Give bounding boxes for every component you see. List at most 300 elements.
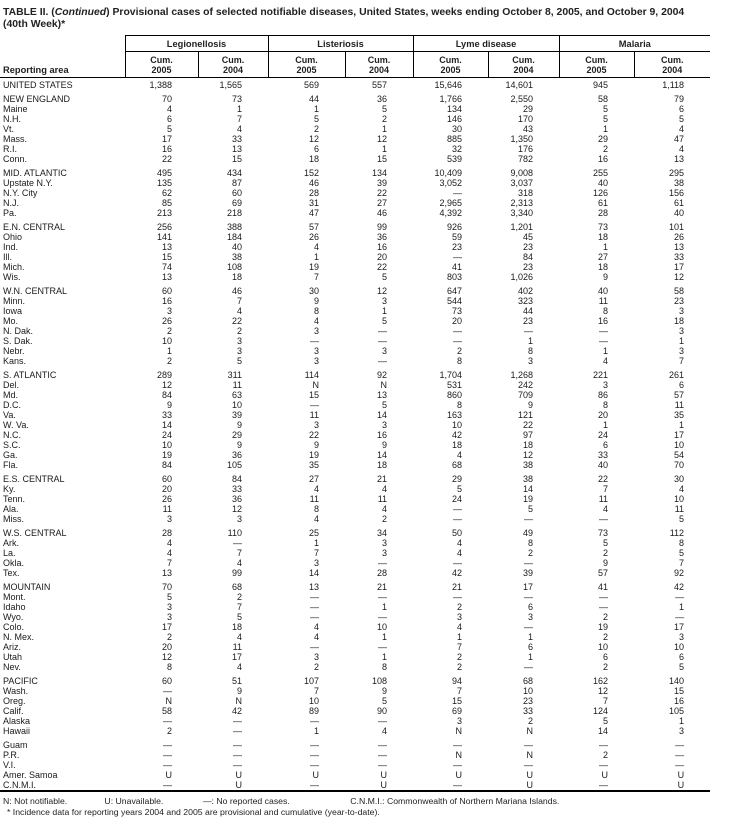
value-cell: 63 (232, 390, 243, 400)
value-cell: 9 (237, 420, 243, 430)
value-cell: 3 (679, 326, 685, 336)
value-cell: 4 (457, 450, 463, 460)
value-cell: 4 (382, 726, 388, 736)
value-cell: U (165, 770, 172, 780)
value-cell: 17 (232, 652, 243, 662)
reporting-area-cell: S.C. (3, 440, 21, 450)
value-cell: — (524, 514, 534, 524)
value-cell: 73 (452, 306, 463, 316)
value-cell: — (599, 760, 609, 770)
value-cell: — (453, 780, 463, 790)
value-cell: 1,350 (510, 134, 534, 144)
value-cell: — (163, 780, 172, 790)
value-cell: 12 (523, 450, 534, 460)
value-cell: 12 (161, 652, 172, 662)
value-cell: 38 (674, 178, 685, 188)
value-cell: 2 (528, 548, 534, 558)
value-cell: 21 (452, 582, 463, 592)
value-cell: U (601, 770, 609, 780)
cum-label: Cum. (221, 55, 245, 65)
value-cell: 7 (314, 272, 320, 282)
corner-cell (0, 36, 125, 52)
value-cell: 84 (523, 252, 534, 262)
value-cell: 221 (593, 370, 609, 380)
value-cell: 46 (377, 208, 388, 218)
value-cell: 3 (679, 726, 685, 736)
value-cell: 34 (377, 528, 388, 538)
value-cell: 32 (452, 144, 463, 154)
value-cell: 4 (457, 548, 463, 558)
value-cell: 5 (166, 124, 172, 134)
reporting-area-cell: Va. (3, 410, 16, 420)
reporting-area-cell: Tex. (3, 568, 20, 578)
reporting-area-cell: Mont. (3, 592, 26, 602)
value-cell: 12 (377, 286, 388, 296)
value-cell: 4 (237, 662, 243, 672)
reporting-area-cell: D.C. (3, 400, 21, 410)
value-cell: 7 (457, 686, 463, 696)
value-cell: 84 (161, 460, 172, 470)
value-cell: 176 (518, 144, 534, 154)
value-cell: — (310, 612, 320, 622)
value-cell: — (453, 252, 463, 262)
cum-label: Cum. (439, 55, 462, 65)
value-cell: 22 (377, 188, 388, 198)
legend-no-reported-cases: —: No reported cases. (202, 796, 290, 806)
value-cell: 40 (598, 286, 609, 296)
value-cell: 26 (161, 316, 172, 326)
table-row (0, 524, 710, 538)
table-row (0, 208, 710, 218)
value-cell: 12 (674, 272, 685, 282)
value-cell: 17 (161, 134, 172, 144)
reporting-area-cell: Conn. (3, 154, 28, 164)
value-cell: 5 (382, 272, 388, 282)
value-cell: N (165, 696, 172, 706)
value-cell: 41 (598, 582, 609, 592)
value-cell: 242 (518, 380, 534, 390)
value-cell: N (455, 750, 463, 760)
value-cell: 4 (237, 632, 243, 642)
value-cell: N (455, 726, 463, 736)
table-row (0, 242, 710, 252)
value-cell: 1,201 (510, 222, 534, 232)
value-cell: 3 (382, 548, 388, 558)
value-cell: 16 (598, 316, 609, 326)
value-cell: 1 (314, 726, 320, 736)
value-cell: 3 (314, 326, 320, 336)
value-cell: N (235, 696, 243, 706)
value-cell: 18 (598, 262, 609, 272)
value-cell: 11 (309, 494, 320, 504)
table-row (0, 232, 710, 242)
reporting-area-cell: Del. (3, 380, 20, 390)
value-cell: 5 (603, 538, 609, 548)
value-cell: 124 (593, 706, 609, 716)
value-cell: 295 (669, 168, 685, 178)
value-cell: 11 (162, 504, 172, 514)
value-cell: 14 (377, 410, 388, 420)
value-cell: 3 (314, 356, 320, 366)
value-cell: — (378, 760, 388, 770)
year-label: 2005 (586, 65, 607, 75)
value-cell: 1 (679, 602, 685, 612)
value-cell: — (599, 740, 609, 750)
group-header-malaria: Malaria (559, 36, 710, 52)
value-cell: 3 (382, 538, 388, 548)
value-cell: 27 (377, 198, 388, 208)
value-cell: N (380, 380, 388, 390)
value-cell: — (378, 740, 388, 750)
value-cell: 495 (156, 168, 172, 178)
value-cell: 163 (447, 410, 463, 420)
value-cell: 70 (161, 94, 172, 104)
value-cell: 3 (679, 346, 685, 356)
reporting-area-cell: Mich. (3, 262, 25, 272)
value-cell: 4 (457, 538, 463, 548)
value-cell: 73 (598, 222, 609, 232)
value-cell: 2 (603, 750, 609, 760)
value-cell: — (233, 760, 243, 770)
value-cell: — (378, 612, 388, 622)
value-cell: 261 (669, 370, 685, 380)
value-cell: 3 (382, 420, 388, 430)
value-cell: 2 (382, 114, 388, 124)
value-cell: 35 (309, 460, 320, 470)
value-cell: 3 (314, 420, 320, 430)
value-cell: 8 (528, 346, 534, 356)
table-row (0, 662, 710, 672)
value-cell: 26 (161, 494, 172, 504)
table-row (0, 726, 710, 736)
value-cell: 19 (161, 450, 172, 460)
value-cell: 647 (447, 286, 463, 296)
value-cell: — (524, 326, 534, 336)
value-cell: 18 (523, 440, 534, 450)
value-cell: — (524, 558, 534, 568)
table-row (0, 632, 710, 642)
value-cell: 170 (518, 114, 534, 124)
table-row (0, 114, 710, 124)
value-cell: 6 (166, 114, 172, 124)
column-header-cum-2005 (268, 52, 345, 78)
value-cell: 33 (598, 450, 609, 460)
value-cell: 2 (166, 726, 172, 736)
value-cell: 47 (674, 134, 685, 144)
value-cell: 23 (674, 296, 685, 306)
value-cell: — (310, 592, 320, 602)
value-cell: — (453, 592, 463, 602)
value-cell: 5 (166, 592, 172, 602)
value-cell: 23 (523, 696, 534, 706)
value-cell: 18 (377, 460, 388, 470)
value-cell: 402 (518, 286, 534, 296)
value-cell: 73 (598, 528, 609, 538)
value-cell: 318 (518, 188, 534, 198)
sub-header-row (0, 52, 710, 78)
value-cell: — (163, 686, 172, 696)
value-cell: 10 (674, 642, 685, 652)
value-cell: 1,766 (439, 94, 463, 104)
value-cell: 92 (674, 568, 685, 578)
value-cell: 9 (528, 400, 534, 410)
value-cell: 11 (598, 494, 609, 504)
value-cell: 2 (457, 662, 463, 672)
value-cell: 58 (161, 706, 172, 716)
table-row (0, 642, 710, 652)
value-cell: 13 (161, 568, 172, 578)
value-cell: 47 (309, 208, 320, 218)
value-cell: 1 (237, 104, 243, 114)
value-cell: 4 (679, 144, 685, 154)
reporting-area-header: Reporting area (0, 52, 125, 78)
value-cell: 30 (674, 474, 685, 484)
value-cell: 3 (166, 306, 172, 316)
group-header-row (0, 36, 710, 52)
table-row (0, 716, 710, 726)
value-cell: — (310, 716, 320, 726)
reporting-area-cell: Pa. (3, 208, 17, 218)
table-row (0, 602, 710, 612)
value-cell: 16 (598, 154, 609, 164)
cum-label: Cum. (661, 55, 684, 65)
value-cell: 42 (232, 706, 243, 716)
value-cell: 11 (232, 642, 243, 652)
value-cell: 69 (232, 198, 243, 208)
value-cell: 1 (679, 716, 685, 726)
value-cell: 90 (377, 706, 388, 716)
value-cell: 569 (303, 80, 320, 90)
value-cell: 134 (372, 168, 388, 178)
value-cell: 388 (226, 222, 243, 232)
reporting-area-cell: Ohio (3, 232, 23, 242)
value-cell: 9 (314, 296, 320, 306)
value-cell: 74 (161, 262, 172, 272)
value-cell: 885 (447, 134, 463, 144)
value-cell: 84 (161, 390, 172, 400)
value-cell: 94 (452, 676, 463, 686)
table-row (0, 252, 710, 262)
value-cell: 1 (314, 104, 320, 114)
reporting-area-cell: Nebr. (3, 346, 25, 356)
value-cell: — (453, 514, 463, 524)
column-header-cum-2004 (634, 52, 710, 78)
value-cell: 1 (679, 336, 685, 346)
table-row (0, 672, 710, 686)
reporting-area-cell: Vt. (3, 124, 15, 134)
value-cell: 8 (457, 356, 463, 366)
value-cell: 11 (232, 380, 243, 390)
value-cell: 16 (377, 430, 388, 440)
value-cell: 121 (518, 410, 534, 420)
table-row (0, 90, 710, 104)
column-header-cum-2005 (413, 52, 488, 78)
value-cell: 12 (377, 134, 388, 144)
value-cell: 20 (377, 252, 388, 262)
value-cell: 10 (377, 622, 388, 632)
value-cell: 22 (232, 316, 243, 326)
value-cell: 57 (674, 390, 685, 400)
value-cell: U (235, 770, 243, 780)
reporting-area-cell: Amer. Samoa (3, 770, 58, 780)
value-cell: 9 (166, 400, 172, 410)
value-cell: 19 (309, 450, 320, 460)
value-cell: 1 (166, 346, 172, 356)
value-cell: 5 (382, 316, 388, 326)
value-cell: 13 (377, 390, 388, 400)
value-cell: 14 (598, 726, 609, 736)
value-cell: 42 (452, 430, 463, 440)
value-cell: 6 (603, 440, 609, 450)
value-cell: 7 (314, 548, 320, 558)
value-cell: 4 (166, 104, 172, 114)
reporting-area-cell: P.R. (3, 750, 20, 760)
value-cell: — (524, 740, 534, 750)
table-row (0, 218, 710, 232)
value-cell: 38 (523, 474, 534, 484)
value-cell: 5 (382, 104, 388, 114)
value-cell: 108 (226, 262, 243, 272)
reporting-area-cell: Wash. (3, 686, 29, 696)
reporting-area-cell: Maine (3, 104, 28, 114)
value-cell: 289 (156, 370, 172, 380)
value-cell: — (233, 750, 243, 760)
table-row (0, 410, 710, 420)
value-cell: 36 (377, 232, 388, 242)
value-cell: 28 (161, 528, 172, 538)
table-row (0, 440, 710, 450)
table-row (0, 390, 710, 400)
reporting-area-cell: E.S. CENTRAL (3, 474, 65, 484)
value-cell: 8 (382, 662, 388, 672)
reporting-area-cell: E.N. CENTRAL (3, 222, 66, 232)
value-cell: 9 (237, 686, 243, 696)
value-cell: 9 (603, 272, 609, 282)
value-cell: 19 (598, 622, 609, 632)
reporting-area-cell: N.J. (3, 198, 20, 208)
value-cell: 38 (523, 460, 534, 470)
value-cell: 1 (528, 336, 534, 346)
value-cell: 16 (161, 296, 172, 306)
value-cell: 17 (674, 430, 685, 440)
table-row (0, 306, 710, 316)
notifiable-diseases-table (0, 35, 710, 792)
value-cell: 2 (237, 326, 243, 336)
value-cell: 10 (598, 642, 609, 652)
value-cell: 17 (161, 622, 172, 632)
value-cell: 40 (232, 242, 243, 252)
year-label: 2005 (151, 65, 172, 75)
table-row (0, 104, 710, 114)
value-cell: 1 (382, 306, 388, 316)
value-cell: 29 (598, 134, 609, 144)
value-cell: 1 (382, 144, 388, 154)
value-cell: 39 (232, 410, 243, 420)
value-cell: 9 (314, 440, 320, 450)
value-cell: 3,340 (510, 208, 534, 218)
value-cell: — (233, 716, 243, 726)
reporting-area-cell: N.Y. City (3, 188, 38, 198)
reporting-area-cell: Guam (3, 740, 28, 750)
value-cell: 2 (457, 652, 463, 662)
reporting-area-cell: La. (3, 548, 16, 558)
value-cell: — (524, 760, 534, 770)
value-cell: 26 (309, 232, 320, 242)
value-cell: — (453, 504, 463, 514)
value-cell: — (163, 750, 172, 760)
value-cell: 14 (161, 420, 172, 430)
value-cell: 13 (161, 272, 172, 282)
value-cell: U (312, 770, 320, 780)
value-cell: 1 (528, 652, 534, 662)
value-cell: 5 (382, 400, 388, 410)
reporting-area-cell: S. ATLANTIC (3, 370, 57, 380)
value-cell: 1 (382, 124, 388, 134)
value-cell: 18 (309, 154, 320, 164)
table-row (0, 356, 710, 366)
value-cell: 4 (603, 356, 609, 366)
value-cell: 16 (161, 144, 172, 154)
value-cell: 15 (674, 686, 685, 696)
year-label: 2004 (222, 65, 244, 75)
value-cell: 1 (528, 632, 534, 642)
reporting-area-cell: Ga. (3, 450, 18, 460)
value-cell: 69 (452, 706, 463, 716)
value-cell: 11 (377, 494, 388, 504)
value-cell: 33 (232, 484, 243, 494)
value-cell: 21 (377, 582, 388, 592)
table-row (0, 178, 710, 188)
value-cell: 803 (447, 272, 463, 282)
value-cell: 2 (603, 632, 609, 642)
value-cell: 6 (679, 380, 685, 390)
value-cell: 10 (309, 696, 320, 706)
value-cell: 2 (457, 346, 463, 356)
value-cell: 49 (523, 528, 534, 538)
reporting-area-cell: Alaska (3, 716, 31, 726)
value-cell: 18 (452, 440, 463, 450)
value-cell: 3 (528, 356, 534, 366)
value-cell: 5 (314, 114, 320, 124)
value-cell: 8 (314, 306, 320, 316)
value-cell: 2 (603, 548, 609, 558)
value-cell: 28 (377, 568, 388, 578)
title-main: ) Provisional cases of selected notifiable diseases, United States, weeks ending October 8, 2005, and October 9, 2004 (106, 7, 685, 18)
value-cell: 1 (679, 420, 685, 430)
column-header-cum-2005 (559, 52, 634, 78)
value-cell: 1 (603, 242, 609, 252)
value-cell: 29 (452, 474, 463, 484)
table-row (0, 366, 710, 380)
value-cell: 1 (382, 632, 388, 642)
value-cell: 2 (603, 662, 609, 672)
table-row (0, 622, 710, 632)
table-row (0, 760, 710, 770)
table-row (0, 592, 710, 602)
value-cell: 135 (156, 178, 172, 188)
value-cell: 33 (161, 410, 172, 420)
value-cell: 4 (314, 242, 320, 252)
value-cell: 544 (447, 296, 463, 306)
title-continued: Continued (54, 7, 107, 18)
value-cell: 7 (314, 686, 320, 696)
reporting-area-cell: Kans. (3, 356, 27, 366)
value-cell: 5 (679, 114, 685, 124)
value-cell: 87 (232, 178, 243, 188)
value-cell: 7 (237, 296, 243, 306)
reporting-area-cell: C.N.M.I. (3, 780, 36, 790)
table-row (0, 154, 710, 164)
